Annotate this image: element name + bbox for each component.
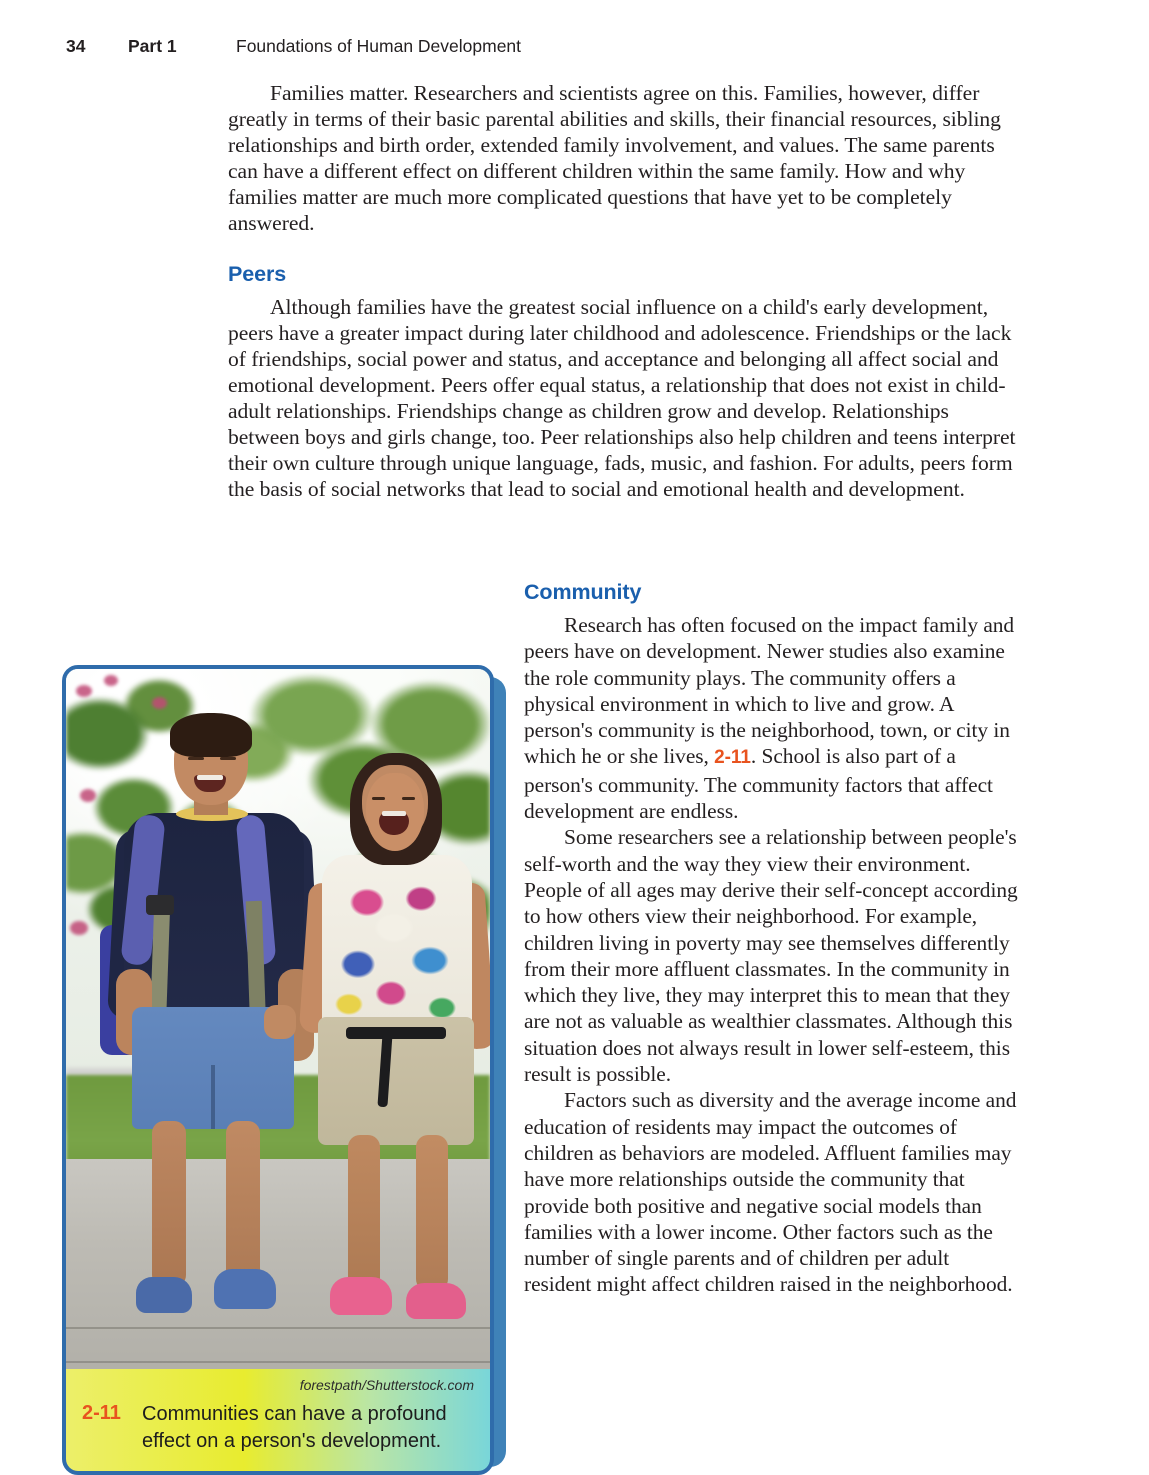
photo-shoe [214, 1269, 276, 1309]
photo-credit: forestpath/Shutterstock.com [299, 1377, 474, 1393]
page-number: 34 [66, 36, 86, 56]
photo-blossom [152, 697, 167, 709]
running-head [66, 36, 1083, 62]
photo-leg [416, 1135, 448, 1291]
photo-shoe [330, 1277, 392, 1315]
photo-leg [152, 1121, 186, 1287]
photo-blossom [80, 789, 96, 802]
figure-photograph [66, 669, 490, 1369]
photo-sidewalk-seam [66, 1327, 490, 1329]
community-paragraph-2: Some researchers see a relationship between people's self-worth and the way they view their environment. People of all ages may derive their self-concept according to how others view their neighborhood. For example, children living in poverty may see themselves differently from their more affluent classmates. In the community in which they live, they may interpret this to mean that they are not as valuable as wealthier classmates. Although this situation does not always result in lower self-esteem, this result is possible. [524, 825, 1018, 1087]
photo-leg [226, 1121, 260, 1283]
part-label: Part 1 [128, 36, 177, 56]
photo-leg [348, 1135, 380, 1291]
photo-blossom [70, 921, 88, 935]
community-paragraph-1-part-a: Research has often focused on the impact family and peers have on development. Newer studies also examine the role community plays. The community offers a physical environment in which to live and grow. A person's community is the neighborhood, town, or city in which he or she lives, [524, 613, 1015, 769]
text-column-full [228, 80, 1020, 502]
photo-sidewalk-seam [66, 1361, 490, 1363]
photo-eye [188, 757, 204, 760]
spacer [228, 237, 1020, 262]
photo-belt [346, 1027, 446, 1039]
community-paragraph-1-part-b: . School is also part of a person's community. The community factors that affect development are endless. [524, 744, 993, 824]
peers-paragraph: Although families have the greatest social influence on a child's early development, peers have a greater impact during later childhood and adolescence. Friendships or the lack of friendships, social power and status, and acceptance and belonging all affect social and emotional development. Peers offer equal status, a relationship that does not exist in child-adult relationships. Friendships change as children grow and develop. Relationships between boys and girls change, too. Peer relationships also help children and teens interpret their own culture through unique language, fads, music, and fashion. For adults, peers form the basis of social networks that lead to social and emotional health and development. [228, 294, 1016, 502]
running-head-title: Foundations of Human Development [236, 36, 522, 56]
community-paragraph-3: Factors such as diversity and the average income and education of residents may impact the outcomes of children as behaviors are modeled. Affluent families may have more relationships outside the community that provide both positive and negative social models than families with a lower income. Other factors such as the number of single parents and of children per adult resident might affect children raised in the neighborhood. [524, 1088, 1017, 1297]
heading-peers: Peers [228, 261, 287, 286]
intro-paragraph: Families matter. Researchers and scientists agree on this. Families, however, differ greatly in terms of their basic parental abilities and skills, their financial resources, sibling relationships and birth order, extended family involvement, and values. The same parents can have a different effect on different children within the same family. How and why families matter are much more complicated questions that have yet to be completely answered. [228, 81, 1001, 236]
spacer [524, 605, 1020, 612]
figure-caption-text: Communities can have a profound effect on a person's development. [142, 1403, 447, 1452]
figure-caption-bar [66, 1369, 490, 1471]
photo-eye [402, 797, 415, 800]
photo-shoe [136, 1277, 192, 1313]
figure-number: 2-11 [82, 1402, 121, 1424]
photo-shoe [406, 1283, 466, 1319]
photo-held-hands [264, 1005, 296, 1039]
text-column-right [524, 580, 1020, 1298]
figure-2-11 [62, 665, 494, 1475]
spacer [228, 287, 1020, 294]
photo-tiedye-shirt [322, 855, 472, 1037]
figure-frame [62, 665, 494, 1475]
photo-blossom [104, 675, 118, 686]
photo-hair [170, 713, 252, 757]
figure-caption-row [82, 1401, 474, 1455]
heading-community: Community [524, 580, 642, 604]
photo-eye [372, 797, 385, 800]
photo-backpack-buckle [146, 895, 174, 915]
photo-eye [220, 757, 236, 760]
figure-cross-reference: 2-11 [714, 747, 751, 769]
photo-blossom [76, 685, 92, 697]
community-paragraph-1 [524, 612, 1020, 824]
